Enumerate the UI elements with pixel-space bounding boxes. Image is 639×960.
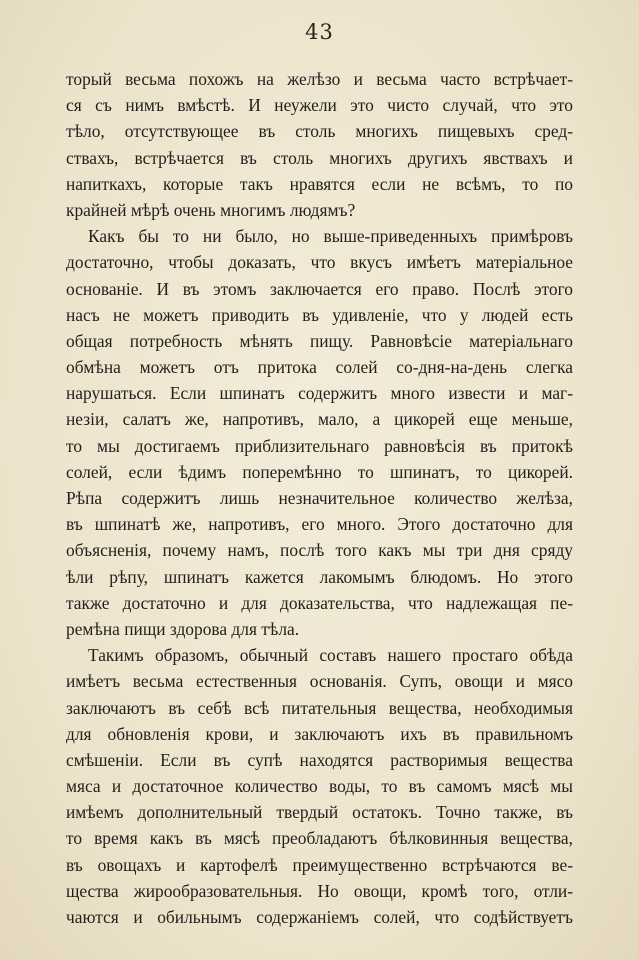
- text-line: то время какъ въ мясѣ преобладаютъ бѣлковинныя вещества,: [66, 828, 573, 849]
- text-line: то мы достигаемъ приблизительнаго равновѣсія въ притокѣ: [66, 435, 573, 456]
- text-line: солей, если ѣдимъ поперемѣнно то шпинатъ, то цикорей.: [66, 461, 573, 482]
- text-line: основаніе. И въ этомъ заключается его право. Послѣ этого: [66, 278, 573, 299]
- text-line: мяса и достаточное количество воды, то въ самомъ мясѣ мы: [66, 776, 573, 797]
- text-line: тѣло, отсутствующее въ столь многихъ пищевыхъ сред-: [66, 121, 573, 142]
- text-line: Какъ бы то ни было, но выше-приведенныхъ примѣровъ: [88, 226, 573, 247]
- text-line: въ шпинатѣ же, напротивъ, его много. Этого достаточно для: [66, 514, 573, 535]
- text-line: напиткахъ, которые такъ нравятся если не всѣмъ, то по: [66, 173, 573, 194]
- text-line: также достаточно и для доказательства, что надлежащая пе-: [66, 592, 573, 613]
- text-line: объясненія, почему намъ, послѣ того какъ мы три дня сряду: [66, 540, 573, 561]
- text-line: ствахъ, встрѣчается въ столь многихъ другихъ явствахъ и: [66, 147, 573, 168]
- text-line: ѣли рѣпу, шпинатъ кажется лакомымъ блюдомъ. Но этого: [66, 566, 573, 587]
- text-line: насъ не можетъ приводить въ удивленіе, что у людей есть: [66, 304, 573, 325]
- text-line: Рѣпа содержитъ лишь незначительное количество желѣза,: [66, 488, 573, 508]
- body-text: [66, 66, 573, 930]
- text-line: имѣетъ весьма естественныя основанія. Супъ, овощи и мясо: [66, 671, 573, 692]
- text-line: нарушаться. Если шпинатъ содержитъ много извести и маг-: [66, 383, 573, 404]
- text-line: ремѣна пищи здорова для тѣла.: [66, 618, 300, 639]
- text-line: чаются и обильнымъ содержаніемъ солей, что содѣйствуетъ: [66, 907, 573, 927]
- text-line: Такимъ образомъ, обычный составъ нашего простаго обѣда: [88, 645, 573, 666]
- text-line: торый весьма похожъ на желѣзо и весьма часто встрѣчает-: [66, 69, 573, 89]
- text-line: незіи, салатъ же, напротивъ, мало, а цикорей еще меньше,: [66, 409, 573, 430]
- text-line: заключаютъ въ себѣ всѣ питательныя вещества, необходимыя: [66, 697, 573, 718]
- page-number: 43: [305, 20, 334, 44]
- text-line: обмѣна можетъ отъ притока солей со-дня-на-день слегка: [66, 357, 573, 378]
- text-line: смѣшеніи. Если въ супѣ находятся растворимыя вещества: [66, 749, 573, 770]
- text-line: крайней мѣрѣ очень многимъ людямъ?: [66, 199, 356, 220]
- paragraph: [66, 223, 573, 642]
- text-line: для обновленія крови, и заключаютъ ихъ въ правильномъ: [66, 723, 573, 744]
- paragraph: [66, 642, 573, 930]
- paragraph: [66, 66, 573, 223]
- text-line: общая потребность мѣнять пищу. Равновѣсіе матеріальнаго: [66, 330, 573, 351]
- text-line: щества жирообразовательныя. Но овощи, кромѣ того, отли-: [66, 880, 573, 901]
- text-line: въ овощахъ и картофелѣ преимущественно встрѣчаются ве-: [66, 854, 573, 875]
- text-line: имѣемъ дополнительный твердый остатокъ. Точно также, въ: [66, 802, 573, 823]
- text-line: достаточно, чтобы доказать, что вкусъ имѣетъ матеріальное: [66, 252, 573, 273]
- text-line: ся съ нимъ вмѣстѣ. И неужели это чисто случай, что это: [66, 95, 573, 116]
